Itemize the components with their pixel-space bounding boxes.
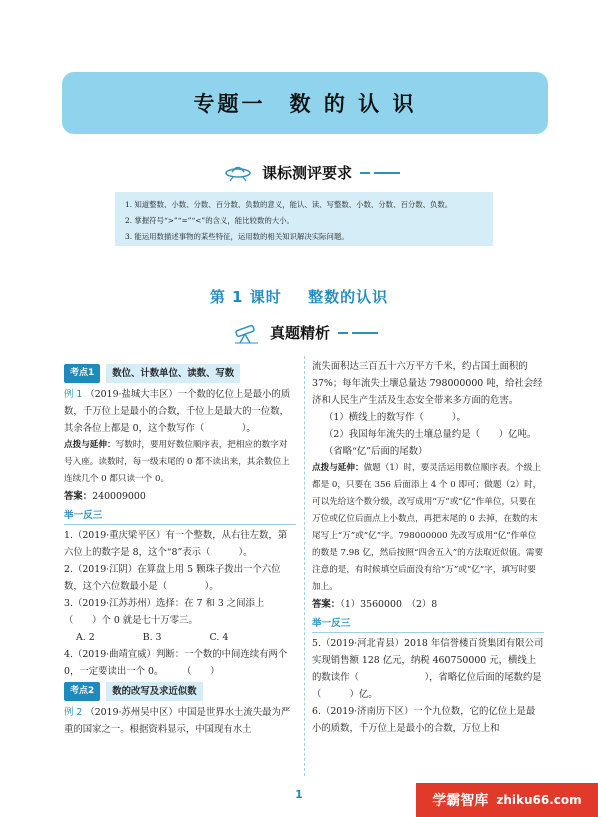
question-3-options — [64, 629, 296, 646]
heading-dashes — [338, 332, 378, 334]
answer-1: 答案：240009000 — [64, 491, 146, 502]
watermark-name: 学霸智库 — [432, 793, 489, 809]
req-item-2: 2. 掌握符号“>”“=”“<”的含义，能比较数的大小。 — [125, 216, 294, 225]
sub-question-1: （1）横线上的数写作（ ）。 — [324, 412, 466, 423]
practice-heading: 举一反三 — [64, 507, 296, 525]
example-2-continued: 流失面积达三百五十六万平方千米，约占国土面积的 37%；每年流失土壤总量达 798000000 吨，给社会经济和人民生产生活及生态安全带来多方面的危害。 — [312, 361, 543, 406]
example-1: 例 1 （2019·盐城大丰区）一个数的亿位上是最小的质数，千万位上是最小的合数，千位上是最大的一位数，其余各位上都是 0，这个数写作（ ）。 — [64, 389, 291, 434]
requirements-box — [115, 192, 493, 246]
req-item-3: 3. 能运用数描述事物的某些特征，运用数的相关知识解决实际问题。 — [125, 232, 349, 241]
question-6: 6.（2019·济南历下区）一个九位数，它的亿位上是最小的质数，千万位上是最小的合数，万位上和 — [312, 706, 536, 734]
option-a: A. 2 — [76, 632, 95, 643]
requirements-heading: 课标测评要求 — [262, 162, 400, 183]
tip-2: 点拨与延伸：做题（1）时，要灵活运用数位顺序表。个级上都是 0，只要在 356 后面添上 4 个 0 即可；做题（2）时，可以先给这个数分级，改写成用“万”或“亿”作单位，只要在万位或亿位后面点上小数点，再把末尾的 0 去掉，在数的末尾写上“万”或“亿”字。798000000 先改写成用“亿”作单位的数是 7.98 亿，然后按照“四舍五入”的方法取近似值。需要注意的是，有时候填空后面没有给“万”或“亿”字，填写时要加上。 — [312, 463, 544, 592]
page-number: 1 — [295, 788, 303, 801]
left-column — [64, 362, 296, 738]
topic-prefix: 专题一 — [193, 92, 266, 116]
watermark — [416, 783, 598, 817]
topic-banner — [62, 72, 548, 134]
lesson-title — [0, 286, 598, 307]
practice-heading: 举一反三 — [312, 615, 544, 633]
topic-title: 数 的 认 识 — [289, 92, 417, 116]
heading-dashes — [360, 172, 400, 174]
key-point-tag: 考点1 — [64, 364, 100, 383]
key-point-title: 数位、计数单位、读数、写数 — [106, 364, 240, 383]
option-b: B. 3 — [142, 632, 162, 643]
key-point-2 — [64, 682, 296, 701]
watermark-url: zhiku66.com — [496, 793, 582, 807]
option-c: C. 4 — [209, 632, 229, 643]
sub-question-2: （2）我国每年流失的土壤总量约是（ ）亿吨。（省略“亿”后面的尾数） — [324, 429, 537, 457]
lesson-prefix: 第 1 课时 — [209, 288, 282, 306]
lesson-name: 整数的认识 — [308, 288, 389, 306]
key-point-tag: 考点2 — [64, 682, 100, 701]
tip-1: 点拨与延伸：写数时，要用好数位顺序表，把相应的数字对号入座。读数时，每一级末尾的 0 都不读出来，其余数位上连续几个 0 都只读一个 0。 — [64, 440, 290, 484]
telescope-icon — [232, 322, 262, 344]
question-3: 3.（2019·江苏苏州）选择：在 7 和 3 之间添上（ ）个 0 就是七十万零三。 — [64, 598, 265, 626]
ufo-icon — [224, 162, 252, 182]
example-2: 例 2 （2019·苏州吴中区）中国是世界水土流失最为严重的国家之一。根据资料显示，中国现有水土 — [64, 707, 291, 735]
analysis-heading: 真题精析 — [270, 322, 378, 343]
column-divider — [304, 356, 305, 776]
question-1: 1.（2019·重庆梁平区）有一个整数，从右往左数，第六位上的数字是 8，这个“8”表示（ ）。 — [64, 530, 288, 558]
req-item-1: 1. 知道整数、小数、分数、百分数、负数的意义，能认、读、写整数、小数、分数、百分数、负数。 — [125, 200, 453, 209]
question-2: 2.（2019·江阴）在算盘上用 5 颗珠子拨出一个六位数，这个六位数最小是（ ）。 — [64, 564, 281, 592]
key-point-title: 数的改写及求近似数 — [106, 682, 202, 701]
answer-2: 答案：（1）3560000 （2）8 — [312, 599, 438, 610]
question-4: 4.（2019·曲靖宣威）判断：一个数的中间连续有两个 0，一定要读出一个 0。 （ ） — [64, 649, 288, 677]
key-point-1 — [64, 364, 296, 383]
right-column — [312, 358, 544, 737]
question-5: 5.（2019·河北青县）2018 年信誉楼百货集团有限公司实现销售额 128 亿元，纳税 460750000 元，横线上的数读作（ ），省略亿位后面的尾数约是（ ）亿。 — [312, 638, 544, 700]
